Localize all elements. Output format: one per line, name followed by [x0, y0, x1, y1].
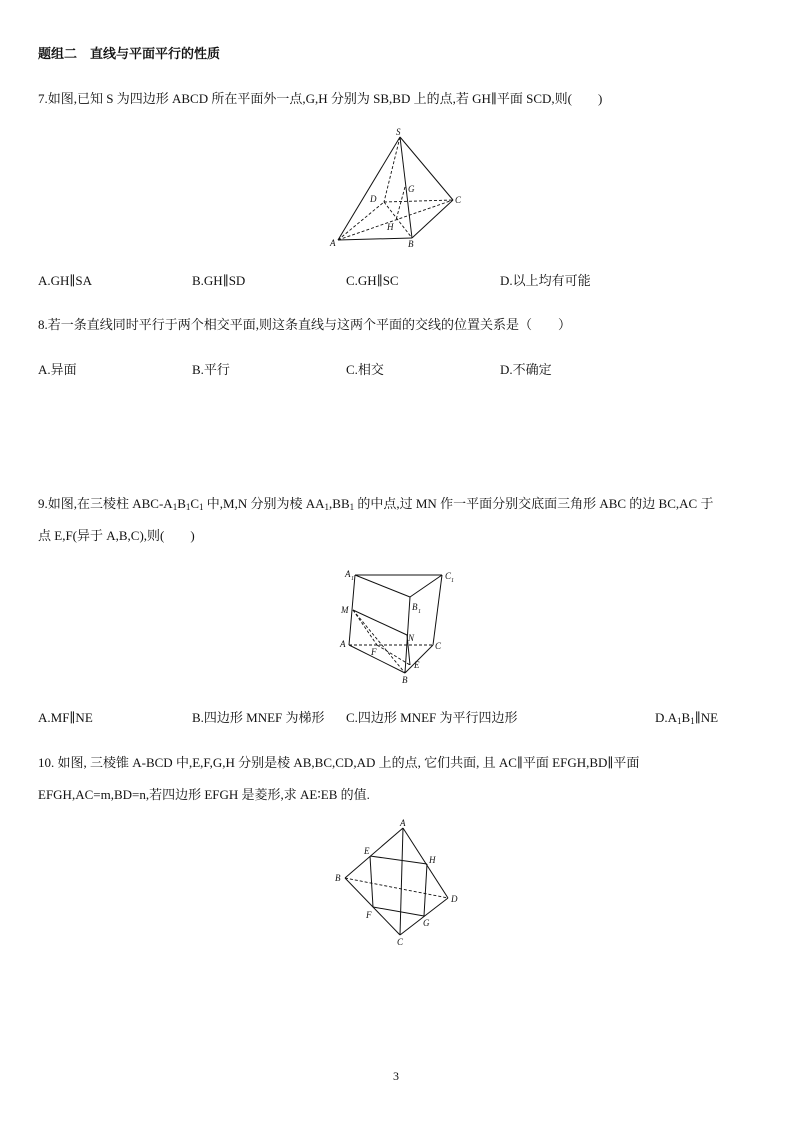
q10-label-c: C	[397, 937, 404, 947]
q9-stem-line1	[38, 495, 713, 513]
q10-stem-line1: 10. 如图, 三棱锥 A-BCD 中,E,F,G,H 分别是棱 AB,BC,CD,AD 上的点, 它们共面, 且 AC∥平面 EFGH,BD∥平面	[38, 755, 640, 770]
q9-sub: 1	[349, 502, 355, 512]
q8-option-c: C.相交	[346, 362, 384, 377]
q9-sub: 1	[677, 716, 682, 726]
q9-figure	[335, 565, 465, 685]
q10-figure	[330, 818, 465, 948]
q9-option-d	[655, 709, 718, 727]
q9-label-f: F	[371, 647, 377, 657]
q7-label-b: B	[408, 239, 414, 249]
q10-label-e: E	[364, 846, 370, 856]
q7-label-a: A	[330, 238, 336, 248]
q9-label-m: M	[341, 605, 349, 615]
q9-stem-part: B	[177, 496, 186, 511]
q9-stem-part: 的中点,过 MN 作一平面分别交底面三角形 ABC 的边 BC,AC 于	[354, 496, 714, 511]
page-number: 3	[393, 1069, 399, 1083]
q9-label-c: C	[435, 641, 442, 651]
q7-option-a: A.GH∥SA	[38, 273, 93, 288]
q9-label-a: A	[340, 639, 346, 649]
q7-label-g: G	[408, 184, 415, 194]
q9-option-d-part: ∥NE	[694, 710, 719, 725]
q9-option-b: B.四边形 MNEF 为梯形	[192, 710, 325, 725]
q9-stem-part: 中,M,N 分别为棱 AA	[203, 496, 325, 511]
q9-option-c: C.四边形 MNEF 为平行四边形	[346, 710, 518, 725]
q8-stem: 8.若一条直线同时平行于两个相交平面,则这条直线与这两个平面的交线的位置关系是（ ）	[38, 317, 572, 332]
q9-label-a1: A	[345, 569, 351, 579]
q10-label-a: A	[400, 818, 406, 828]
q9-sub: 1	[199, 502, 204, 512]
q9-label-c1-sub: 1	[451, 578, 454, 584]
q7-label-h: H	[387, 222, 394, 232]
q7-option-d: D.以上均有可能	[500, 273, 591, 288]
q10-label-g: G	[423, 918, 430, 928]
q9-option-d-part: B	[681, 710, 691, 725]
q8-option-b: B.平行	[192, 362, 230, 377]
q9-stem-part: C	[190, 496, 200, 511]
q9-label-e: E	[414, 660, 420, 670]
q9-stem-line2: 点 E,F(异于 A,B,C),则( )	[38, 528, 195, 543]
q8-option-a: A.异面	[38, 362, 77, 377]
q9-label-c1: C	[445, 571, 452, 581]
q10-label-d: D	[451, 894, 458, 904]
q7-option-c: C.GH∥SC	[346, 273, 399, 288]
q9-option-a: A.MF∥NE	[38, 710, 93, 725]
q7-stem: 7.如图,已知 S 为四边形 ABCD 所在平面外一点,G,H 分别为 SB,BD 上的点,若 GH∥平面 SCD,则( )	[38, 91, 603, 106]
q10-label-b: B	[335, 873, 341, 883]
q7-label-d: D	[370, 194, 377, 204]
q8-option-d: D.不确定	[500, 362, 552, 377]
q10-label-h: H	[429, 855, 436, 865]
q9-sub: 1	[690, 716, 695, 726]
q9-label-b: B	[402, 675, 408, 685]
section-title: 题组二 直线与平面平行的性质	[38, 47, 221, 62]
q9-label-b1-sub: 1	[418, 609, 421, 615]
q7-label-s: S	[396, 127, 401, 137]
q9-label-b1: B	[412, 602, 418, 612]
q9-option-d-part: D.A	[655, 710, 678, 725]
q10-stem-line2: EFGH,AC=m,BD=n,若四边形 EFGH 是菱形,求 AE∶EB 的值.	[38, 787, 370, 802]
q9-sub: 1	[185, 502, 191, 512]
q7-figure	[320, 125, 470, 250]
q7-label-c: C	[455, 195, 462, 205]
q9-stem-part: 9.如图,在三棱柱 ABC-A	[38, 496, 173, 511]
q9-label-a1-sub: 1	[351, 576, 354, 582]
q9-sub: 1	[172, 502, 178, 512]
q9-label-n: N	[408, 633, 415, 643]
q7-option-b: B.GH∥SD	[192, 273, 246, 288]
q10-label-f: F	[366, 910, 372, 920]
q9-sub: 1	[324, 502, 330, 512]
q9-stem-part: ,BB	[329, 496, 350, 511]
